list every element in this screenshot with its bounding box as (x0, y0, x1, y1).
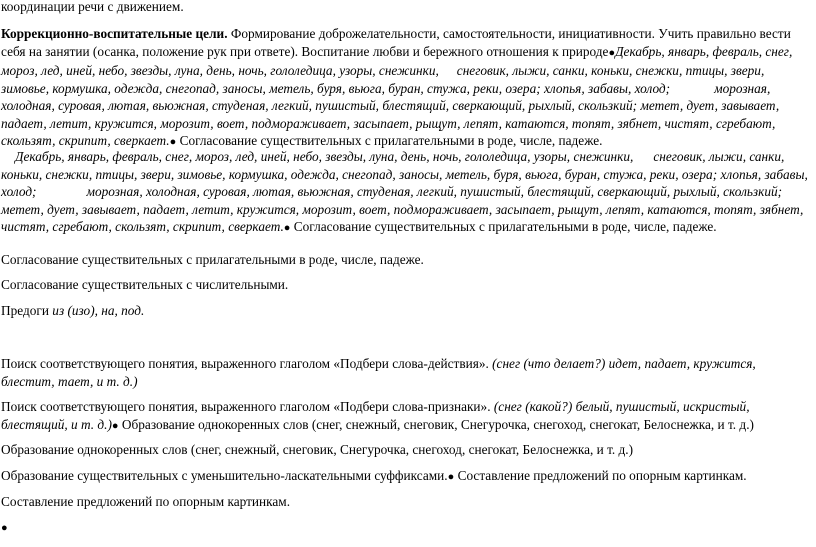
bullet-icon: ● (608, 46, 616, 59)
goals-heading: Коррекционно-воспитательные цели. (1, 26, 228, 41)
text: Образование существительных с уменьшительно-ласкательными суффиксами. (1, 468, 448, 483)
paragraph-goals (1, 25, 811, 152)
text: Составление предложений по опорным картинкам. (457, 468, 747, 483)
vocabulary-list-3: морозная, холодная, суровая, лютая, вьюжная, студеная, легкий, пушистый, блестящий, сверкающий, рыхлый, скользкий; метет, дует, завывает, падает, летит, кружится, морозит, воет, подмораживает, засыпает, рыщут, лепят, катаются, топят, зябнет, чистят, сгребают, скользят, скрипит, сверкает. (1, 184, 804, 234)
paragraph-trailing-bullet (1, 518, 811, 538)
bullet-icon: ● (283, 222, 291, 234)
example-text: (снег (какой?) белый, пушистый, искристый, блестящий, и т. д.) (1, 399, 750, 432)
text: Согласование существительных с прилагательными в роде, числе, падеже. (1, 252, 424, 267)
text: Поиск соответствующего понятия, выраженного глаголом «Подбери слова-действия». (1, 356, 489, 371)
bullet-icon: ● (1, 522, 8, 534)
paragraph-diminutives (1, 467, 811, 487)
text: Образование однокоренных слов (снег, снежный, снеговик, Снегурочка, снегоход, снегокат, Белоснежка, и т. д.) (121, 416, 754, 432)
text: координации речи с движением. (1, 0, 184, 14)
paragraph-cognates (1, 441, 811, 459)
paragraph-sentences (1, 493, 811, 511)
paragraph-feature-words (1, 398, 811, 435)
vocabulary-list-1: Декабрь, январь, февраль, снег, мороз, лед, иней, небо, звезды, луна, день, ночь, гололедица, узоры, снежинки, (15, 149, 634, 164)
agreement-text: Согласование существительных с прилагательными в роде, числе, падеже. (293, 219, 717, 234)
text: Согласование существительных с числительными. (1, 277, 289, 292)
text: Поиск соответствующего понятия, выраженного глаголом «Подбери слова-признаки». (1, 399, 491, 414)
paragraph-adj-agreement (1, 251, 811, 269)
paragraph-action-words (1, 355, 811, 390)
paragraph-intro (1, 0, 811, 16)
agreement-text: Согласование существительных с прилагательными в роде, числе, падеже. (179, 133, 603, 148)
text: Образование однокоренных слов (снег, снежный, снеговик, Снегурочка, снегоход, снегокат, Белоснежка, и т. д.) (1, 442, 634, 457)
paragraph-prepositions (1, 302, 811, 320)
prepositions-list: из (изо), на, под. (52, 303, 145, 318)
vocabulary-list-2: снеговик, лыжи, санки, коньки, снежки, птицы, звери, зимовье, кормушка, одежда, снегопад, заносы, метель, буря, вьюга, буран, стужа, реки, озера; хлопья, забавы, холод; (1, 149, 808, 199)
vocabulary-list-3: морозная, холодная, суровая, лютая, вьюжная, студеная, легкий, пушистый, блестящий, сверкающий, рыхлый, скользкий; метет, дует, завывает, падает, летит, кружится, морозит, воет, подмораживает, засыпает, рыщут, лепят, катаются, топят, зябнет, чистят, сгребают, скользят, скрипит, сверкает. (1, 80, 780, 148)
vocabulary-list-1: Декабрь, январь, февраль, снег, мороз, лед, иней, небо, звезды, луна, день, ночь, гололедица, узоры, снежинки, (1, 43, 793, 78)
bullet-icon: ● (111, 419, 119, 432)
paragraph-num-agreement (1, 276, 811, 294)
bullet-icon: ● (447, 471, 455, 483)
bullet-icon: ● (169, 136, 177, 148)
text: Предоги (1, 303, 49, 318)
paragraph-vocabulary (1, 148, 811, 238)
vocabulary-list-2: снеговик, лыжи, санки, коньки, снежки, птицы, звери, зимовье, кормушка, одежда, снегопад, заносы, метель, буря, вьюга, буран, стужа, реки, озера; хлопья, забавы, холод; (1, 63, 765, 96)
example-text: (снег (что делает?) идет, падает, кружится, блестит, тает, и т. д.) (1, 356, 756, 389)
text: Составление предложений по опорным картинкам. (1, 494, 291, 509)
goals-text: Формирование доброжелательности, самостоятельности, инициативности. Учить правильно вести себя на занятии (осанка, положение рук при ответе). Воспитание любви и бережного отношения к природе (1, 26, 791, 59)
